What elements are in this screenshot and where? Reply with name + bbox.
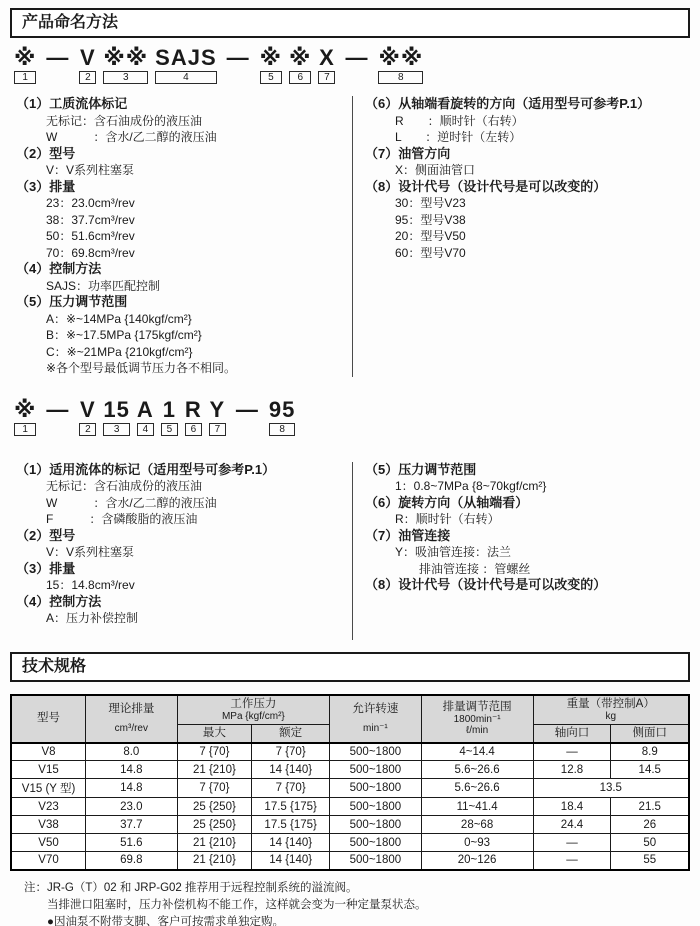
spec-table-row <box>11 798 689 816</box>
spec-table-cell: 21 {210} <box>177 761 252 779</box>
model-code-2 <box>14 396 690 436</box>
spec-table-cell: V23 <box>11 798 86 816</box>
naming-item <box>365 462 690 495</box>
spec-table-cell: 11~41.4 <box>421 798 533 816</box>
section-title-specs: 技术规格 <box>10 652 690 682</box>
naming-item-line: R：顺时针（右转） <box>395 512 500 526</box>
code-position-box: 3 <box>103 71 148 84</box>
spec-table-cell: 17.5 {175} <box>252 798 330 816</box>
code-position-box: 7 <box>318 71 335 84</box>
col-header-weight-unit: kg <box>605 710 617 722</box>
code-position-box: 7 <box>209 423 226 436</box>
code-segment <box>161 396 178 436</box>
naming-item-line: 30：型号V23 <box>395 196 466 210</box>
spec-table-body <box>11 743 689 870</box>
code-segment <box>289 47 311 84</box>
code-position-box: 8 <box>269 423 295 436</box>
spec-table-cell: 18.4 <box>533 798 611 816</box>
spec-table-cell: 7 {70} <box>177 743 252 761</box>
naming-item <box>16 561 352 594</box>
spec-table-cell: 5.6~26.6 <box>421 761 533 779</box>
naming-item-title: （2）型号 <box>16 145 76 161</box>
naming-item <box>16 462 352 528</box>
col-header-weight-axial: 轴向口 <box>533 724 611 743</box>
spec-table-cell: 500~1800 <box>330 816 422 834</box>
col-header-speed-unit: min⁻¹ <box>363 723 388 734</box>
naming-item <box>16 294 352 377</box>
naming-item-line: SAJS：功率匹配控制 <box>46 278 161 293</box>
col-header-displacement-unit: cm³/rev <box>114 723 148 734</box>
spec-table-cell: V50 <box>11 834 86 852</box>
naming-item <box>16 261 352 294</box>
col-header-weight-side: 侧面口 <box>611 724 689 743</box>
naming-item-title: （3）排量 <box>16 178 76 194</box>
naming-item-title: （8）设计代号（设计代号是可以改变的） <box>365 577 607 592</box>
spec-table-cell: 500~1800 <box>330 798 422 816</box>
spec-table-row <box>11 743 689 761</box>
code-segment <box>209 396 226 436</box>
naming-item <box>365 528 690 578</box>
naming-item-line: 20：型号V50 <box>395 229 466 243</box>
code-symbol: ※※ <box>103 45 149 70</box>
spec-table-cell: 20~126 <box>421 852 533 870</box>
naming-section-2 <box>10 462 690 640</box>
code-position-box: 4 <box>137 423 154 436</box>
code-symbol: — <box>46 396 70 422</box>
col-header-range-unit: ℓ/min <box>466 725 489 736</box>
col-header-range-label: 排量调节范围 <box>442 701 512 713</box>
spec-table-cell: V70 <box>11 852 86 870</box>
code-position-box: 2 <box>79 423 96 436</box>
naming-item-line: B：※~17.5MPa {175kgf/cm²} <box>46 328 202 342</box>
naming-section-2-right-column <box>352 462 690 640</box>
code-position-box: 6 <box>185 423 202 436</box>
spec-table-cell: 8.9 <box>611 743 689 761</box>
code-symbol: ※ <box>289 45 312 70</box>
code-symbol: 95 <box>268 396 296 422</box>
naming-item-line: F ：含磷酸脂的液压油 <box>46 512 198 526</box>
naming-item-line: ※各个型号最低调节压力各不相同。 <box>46 361 237 375</box>
code-dash <box>227 47 250 84</box>
code-segment <box>268 396 296 436</box>
spec-table-cell: 500~1800 <box>330 779 422 798</box>
naming-item <box>16 146 352 179</box>
code-position-box: 2 <box>79 71 96 84</box>
naming-item-line: 无标记：含石油成份的液压油 <box>46 479 203 493</box>
note-line: JR-G（T）02 和 JRP-G02 推荐用于远程控制系统的溢流阀。 <box>47 881 358 894</box>
code-symbol: — <box>46 45 70 70</box>
col-header-range <box>421 695 533 743</box>
spec-table-cell: 21 {210} <box>177 852 252 870</box>
spec-table-cell: V15 (Y 型) <box>11 779 86 798</box>
naming-item-line: 95：型号V38 <box>395 212 466 227</box>
col-header-displacement-label: 理论排量 <box>108 703 155 715</box>
naming-item-title: （6）旋转方向（从轴端看） <box>365 494 529 510</box>
code-segment <box>155 47 216 84</box>
spec-table-row <box>11 761 689 779</box>
naming-item-line: 60：型号V70 <box>395 245 466 260</box>
code-position-box: 1 <box>14 423 36 436</box>
spec-table-cell: 50 <box>611 834 689 852</box>
naming-item-title: （8）设计代号（设计代号是可以改变的） <box>365 178 607 194</box>
spec-table-cell: 25 {250} <box>177 798 252 816</box>
naming-item-line: 1：0.8~7MPa {8~70kgf/cm²} <box>395 479 547 493</box>
code-symbol: SAJS <box>155 45 217 70</box>
spec-table-row <box>11 852 689 870</box>
spec-table-cell: 21 {210} <box>177 834 252 852</box>
code-segment <box>14 47 36 84</box>
code-symbol: V <box>80 396 96 422</box>
col-header-model-label: 型号 <box>37 712 61 724</box>
col-header-weight <box>533 695 689 725</box>
spec-table-cell: 14.5 <box>611 761 689 779</box>
naming-item-line: W ：含水/乙二醇的液压油 <box>46 130 217 144</box>
naming-item-title: （5）压力调节范围 <box>365 461 477 477</box>
spec-table-cell: 14 {140} <box>252 834 330 852</box>
spec-table-cell: 5.6~26.6 <box>421 779 533 798</box>
naming-item <box>16 528 352 561</box>
col-header-pressure-rated: 额定 <box>252 724 330 743</box>
spec-table-cell: 500~1800 <box>330 761 422 779</box>
model-code-1 <box>14 47 690 84</box>
naming-section-1 <box>10 96 690 377</box>
spec-table-cell: 51.6 <box>86 834 178 852</box>
naming-item <box>16 179 352 262</box>
code-segment <box>103 396 130 436</box>
spec-table <box>10 694 690 871</box>
naming-item <box>365 577 690 594</box>
naming-item-line: A：※~14MPa {140kgf/cm²} <box>46 311 192 326</box>
code-segment <box>136 396 154 436</box>
code-symbol: ※ <box>259 45 283 70</box>
naming-item-line: C：※~21MPa {210kgf/cm²} <box>46 344 193 359</box>
naming-item-line: V：V系列柱塞泵 <box>46 163 135 177</box>
spec-table-cell: — <box>533 852 611 870</box>
code-position-box: 4 <box>155 71 216 84</box>
code-symbol: 15 <box>103 396 130 422</box>
naming-item-title: （7）油管方向 <box>365 145 451 161</box>
naming-item-title: （7）油管连接 <box>365 527 451 543</box>
code-symbol: R <box>184 396 202 422</box>
code-position-box: 5 <box>161 423 178 436</box>
code-dash <box>46 47 69 84</box>
naming-item-line: 23：23.0cm³/rev <box>46 196 135 210</box>
code-segment <box>184 396 202 436</box>
naming-item <box>16 96 352 146</box>
spec-table-row <box>11 816 689 834</box>
naming-item-line: 50：51.6cm³/rev <box>46 229 135 243</box>
naming-item-line: L ：逆时针（左转） <box>395 130 522 144</box>
code-position-box: 6 <box>289 71 311 84</box>
spec-table-cell: V38 <box>11 816 86 834</box>
naming-item-title: （4）控制方法 <box>16 261 102 276</box>
spec-table-cell: 4~14.4 <box>421 743 533 761</box>
naming-item-title: （1）工质流体标记 <box>16 96 128 111</box>
spec-table-cell: 12.8 <box>533 761 611 779</box>
naming-item-line: X：侧面油管口 <box>395 163 476 177</box>
spec-table-cell: 23.0 <box>86 798 178 816</box>
col-header-weight-label: 重量（带控制A） <box>566 697 655 710</box>
spec-table-cell: V8 <box>11 743 86 761</box>
spec-table-cell: 7 {70} <box>252 779 330 798</box>
table-notes <box>24 880 690 926</box>
code-segment <box>79 47 96 84</box>
spec-table-row <box>11 779 689 798</box>
naming-section-1-left-column <box>10 96 352 377</box>
naming-item-line: A：压力补偿控制 <box>46 611 139 625</box>
naming-item-line: Y：吸油管连接：法兰 <box>395 545 512 559</box>
notes-lines <box>47 880 427 926</box>
code-symbol: — <box>345 45 369 70</box>
naming-item <box>16 594 352 627</box>
naming-item-line: 排油管连接 ：管螺丝 <box>395 561 531 576</box>
note-line: 当排泄口阻塞时，压力补偿机构不能工作，这样就会变为一种定量泵状态。 <box>47 898 427 911</box>
col-header-speed-label: 允许转速 <box>352 703 399 715</box>
code-segment <box>79 396 96 436</box>
naming-item-title: （2）型号 <box>16 527 76 543</box>
spec-table-cell: 7 {70} <box>252 743 330 761</box>
notes-label: 注： <box>24 881 47 894</box>
naming-item-title: （1）适用流体的标记（适用型号可参考P.1） <box>16 461 276 477</box>
code-segment <box>378 47 423 84</box>
spec-table-cell: 8.0 <box>86 743 178 761</box>
code-position-box: 8 <box>378 71 423 84</box>
col-header-displacement <box>86 695 178 743</box>
spec-table-cell: — <box>533 834 611 852</box>
col-header-pressure-unit: MPa {kgf/cm²} <box>221 710 285 722</box>
code-symbol: — <box>226 45 250 70</box>
spec-table-cell: 14 {140} <box>252 852 330 870</box>
code-symbol: 1 <box>162 396 176 422</box>
spec-table-cell: — <box>533 743 611 761</box>
spec-table-cell: 500~1800 <box>330 834 422 852</box>
naming-item-line: 无标记：含石油成份的液压油 <box>46 113 203 128</box>
spec-table-cell: 17.5 {175} <box>252 816 330 834</box>
col-header-range-speed: 1800min⁻¹ <box>453 714 501 725</box>
spec-table-cell: 14.8 <box>86 779 178 798</box>
col-header-pressure <box>177 695 330 725</box>
spec-table-cell: 55 <box>611 852 689 870</box>
code-symbol: — <box>235 396 259 422</box>
naming-item-line: V：V系列柱塞泵 <box>46 545 135 559</box>
code-symbol: ※ <box>14 45 37 70</box>
naming-item-title: （5）压力调节范围 <box>16 294 128 309</box>
naming-item-title: （3）排量 <box>16 560 76 576</box>
code-position-box: 5 <box>260 71 282 84</box>
code-symbol: ※ <box>14 396 37 422</box>
col-header-speed <box>330 695 422 743</box>
col-header-model <box>11 695 86 743</box>
code-symbol: A <box>136 396 154 422</box>
naming-item-line: W ：含水/乙二醇的液压油 <box>46 495 217 510</box>
spec-table-cell: 500~1800 <box>330 852 422 870</box>
code-symbol: X <box>319 45 335 70</box>
code-segment <box>14 396 37 436</box>
section-title-naming: 产品命名方法 <box>10 8 690 38</box>
code-segment <box>103 47 148 84</box>
naming-item <box>365 96 690 146</box>
code-dash <box>46 396 70 436</box>
spec-table-cell: 28~68 <box>421 816 533 834</box>
naming-item <box>365 179 690 262</box>
naming-item-line: 70：69.8cm³/rev <box>46 245 135 260</box>
note-line: ●因油泵不附带支脚、客户可按需求单独定购。 <box>47 915 284 926</box>
spec-table-row <box>11 834 689 852</box>
code-position-box: 1 <box>14 71 36 84</box>
spec-table-cell: 13.5 <box>533 779 689 798</box>
naming-section-1-right-column <box>352 96 690 377</box>
spec-table-cell: 14.8 <box>86 761 178 779</box>
code-symbol: ※※ <box>378 45 424 70</box>
naming-item-title: （6）从轴端看旋转的方向（适用型号可参考P.1） <box>365 96 651 111</box>
spec-table-cell: 7 {70} <box>177 779 252 798</box>
code-symbol: V <box>80 45 96 70</box>
code-dash <box>345 47 368 84</box>
naming-item-title: （4）控制方法 <box>16 593 102 609</box>
spec-table-header <box>11 695 689 743</box>
spec-table-cell: 26 <box>611 816 689 834</box>
spec-table-cell: 0~93 <box>421 834 533 852</box>
spec-table-cell: 37.7 <box>86 816 178 834</box>
code-segment <box>260 47 282 84</box>
col-header-pressure-label: 工作压力 <box>230 697 277 710</box>
naming-item-line: R ：顺时针（右转） <box>395 113 524 128</box>
code-position-box: 3 <box>103 423 129 436</box>
spec-table-cell: 24.4 <box>533 816 611 834</box>
code-dash <box>235 396 259 436</box>
spec-table-cell: 500~1800 <box>330 743 422 761</box>
code-segment <box>318 47 335 84</box>
naming-item-line: 15：14.8cm³/rev <box>46 578 135 592</box>
naming-item <box>365 495 690 528</box>
naming-section-2-left-column <box>10 462 352 640</box>
spec-table-cell: 25 {250} <box>177 816 252 834</box>
naming-item <box>365 146 690 179</box>
code-symbol: Y <box>209 396 226 422</box>
col-header-pressure-max: 最大 <box>177 724 252 743</box>
spec-table-cell: 14 {140} <box>252 761 330 779</box>
naming-item-line: 38：37.7cm³/rev <box>46 212 135 227</box>
spec-table-cell: 69.8 <box>86 852 178 870</box>
spec-table-cell: V15 <box>11 761 86 779</box>
spec-table-cell: 21.5 <box>611 798 689 816</box>
